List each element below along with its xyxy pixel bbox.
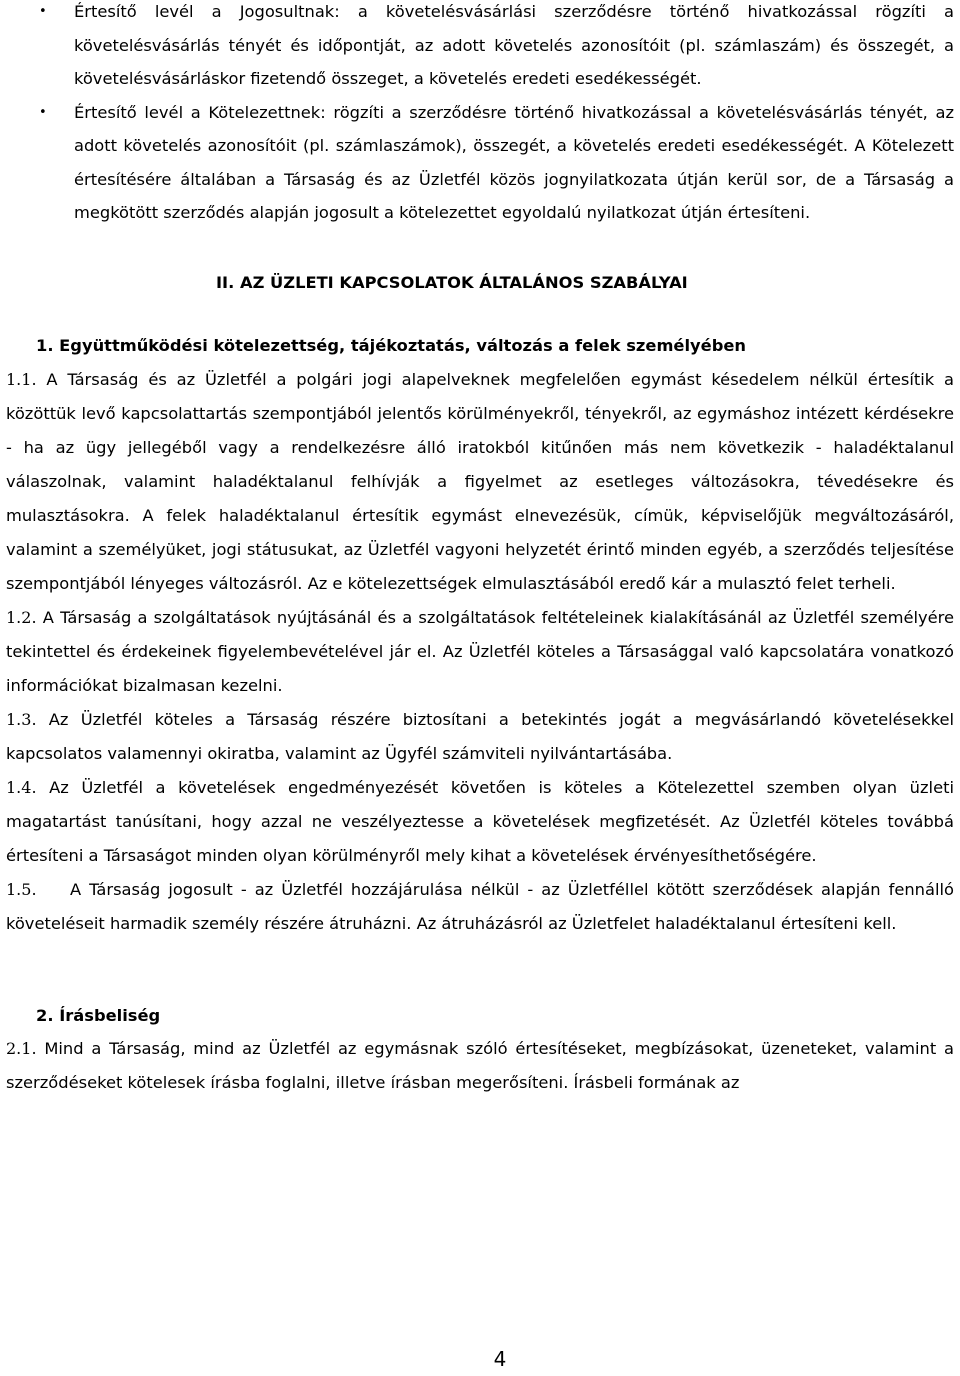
bullet-text: Értesítő levél a Jogosultnak: a követelésvásárlási szerződésre történő hivatkozással rögzíti a követelésvásárlás tényét és időpontját, az adott követelés azonosítóit (pl. számlaszám) és összegét, a követelésvásárláskor fizetendő összeget, a követelés eredeti esedékességét.	[74, 2, 954, 88]
bullet-item	[6, 0, 954, 96]
paragraph-2-1	[6, 1032, 954, 1100]
paragraph-number: 1.2.	[6, 607, 37, 627]
subsection-title: 1. Együttműködési kötelezettség, tájékoztatás, változás a felek személyében	[36, 336, 746, 355]
paragraph-text: A Társaság és az Üzletfél a polgári jogi alapelveknek megfelelően egymást késedelem nélkül értesítik a közöttük levő kapcsolattartás szempontjából jelentős körülményekről, tényekről, az egymáshoz intézett kérdésekre - ha az ügy jellegéből vagy a rendelkezésre álló iratokból kitűnően más nem következik - haladéktalanul válaszolnak, valamint haladéktalanul felhívják a figyelmet az esetleges változásokra, tévedésekre és mulasztásokra. A felek haladéktalanul értesítik egymást elnevezésük, címük, képviselőjük megváltozásáról, valamint a személyüket, jogi státusukat, az Üzletfél vagyoni helyzetét érintő minden egyéb, a szerződés teljesítése szempontjából lényeges változásról. Az e kötelezettségek elmulasztásából eredő kár a mulasztó felet terheli.	[6, 369, 954, 593]
paragraph-1-4	[6, 771, 954, 873]
bullet-text: Értesítő levél a Kötelezettnek: rögzíti a szerződésre történő hivatkozással a követelésvásárlás tényét, az adott követelés azonosítóit (pl. számlaszámok), összegét, a követelés eredeti esedékességét. A Kötelezett értesítésére általában a Társaság és az Üzletfél közös jognyilatkozata útján kerül sor, de a Társaság a megkötött szerződés alapján jogosult a kötelezettet egyoldalú nyilatkozat útján értesíteni.	[74, 102, 954, 222]
paragraph-1-1	[6, 363, 954, 601]
paragraph-number: 1.3.	[6, 709, 37, 729]
paragraph-1-2	[6, 601, 954, 703]
page-number: 4	[493, 1347, 507, 1371]
paragraph-1-5	[6, 873, 954, 941]
subsection-title-text: Írásbeliség	[59, 1005, 161, 1025]
bullet-item	[6, 96, 954, 230]
paragraph-number: 2.1.	[6, 1039, 37, 1058]
paragraph-1-3	[6, 703, 954, 771]
subsection-number: 2.	[36, 1005, 54, 1025]
subsection-title	[6, 999, 954, 1033]
bullet-icon: •	[39, 4, 47, 19]
paragraph-number: 1.1.	[6, 369, 37, 389]
paragraph-text: Az Üzletfél a követelések engedményezését követően is köteles a Kötelezettel szemben olyan üzleti magatartást tanúsítani, hogy azzal ne veszélyeztesse a követelések megfizetését. Az Üzletfél köteles továbbá értesíteni a Társaságot minden olyan körülményről mely kihat a követelések érvényesíthetőségére.	[6, 777, 954, 865]
paragraph-text: A Társaság a szolgáltatások nyújtásánál és a szolgáltatások feltételeinek kialakításánál az Üzletfél személyére tekintettel és érdekeinek figyelembevételével jár el. Az Üzletfél köteles a Társasággal való kapcsolatára vonatkozó információkat bizalmasan kezelni.	[6, 607, 954, 695]
bullet-icon: •	[39, 104, 47, 120]
paragraph-text: Mind a Társaság, mind az Üzletfél az egymásnak szóló értesítéseket, megbízásokat, üzeneteket, valamint a szerződéseket kötelesek írásba foglalni, illetve írásban megerősíteni. Írásbeli formának az	[6, 1039, 954, 1092]
bullet-list	[6, 0, 954, 230]
paragraph-text: A Társaság jogosult - az Üzletfél hozzájárulása nélkül - az Üzletféllel kötött szerződések alapján fennálló követeléseit harmadik személy részére átruházni. Az átruházásról az Üzletfelet haladéktalanul értesíteni kell.	[6, 879, 954, 933]
paragraph-number: 1.4.	[6, 777, 37, 797]
paragraph-number: 1.5.	[6, 879, 37, 899]
paragraph-text: Az Üzletfél köteles a Társaság részére biztosítani a betekintés jogát a megvásárlandó követelésekkel kapcsolatos valamennyi okiratba, valamint az Ügyfél számviteli nyilvántartásába.	[6, 709, 954, 763]
section-title: II. AZ ÜZLETI KAPCSOLATOK ÁLTALÁNOS SZABÁLYAI	[216, 272, 688, 292]
